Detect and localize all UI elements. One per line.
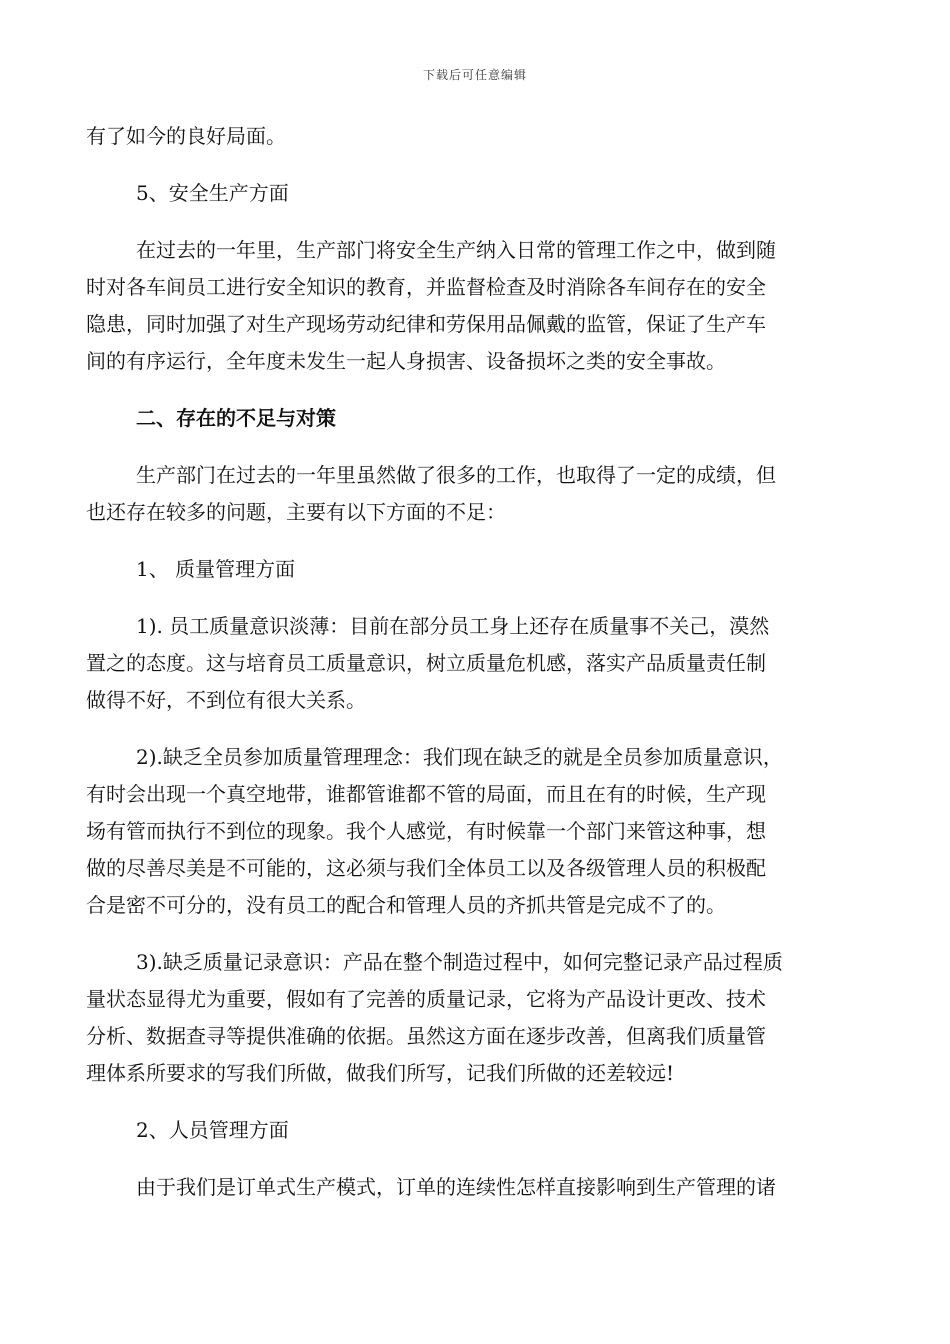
paragraph-closing-line xyxy=(86,118,866,155)
document-body xyxy=(86,118,866,1206)
section-heading-shortcomings xyxy=(86,400,866,437)
text-line: 也还存在较多的问题，主要有以下方面的不足： xyxy=(86,500,506,524)
text-line: 间的有序运行，全年度未发生一起人身损害、设备损坏之类的安全事故。 xyxy=(86,349,726,373)
text-line: 理体系所要求的写我们所做，做我们所写，记我们所做的还差较远! xyxy=(86,1061,675,1085)
text-line: 合是密不可分的，没有员工的配合和管理人员的齐抓共管是完成不了的。 xyxy=(86,893,726,917)
text-line: 场有管而执行不到位的现象。我个人感觉，有时候靠一个部门来管这种事，想 xyxy=(86,819,766,843)
paragraph-safety xyxy=(86,232,866,380)
text-line: 有时会出现一个真空地带，谁都管谁都不管的局面，而且在有的时候，生产现 xyxy=(86,782,766,806)
text-line: 由于我们是订单式生产模式，订单的连续性怎样直接影响到生产管理的诸 xyxy=(136,1175,776,1199)
text-line: 隐患，同时加强了对生产现场劳动纪律和劳保用品佩戴的监管，保证了生产车 xyxy=(86,312,766,336)
text-line: 量状态显得尤为重要，假如有了完善的质量记录，它将为产品设计更改、技术 xyxy=(86,987,766,1011)
paragraph-full-participation xyxy=(86,739,866,924)
section-heading-personnel xyxy=(86,1112,866,1149)
text-line: 有了如今的良好局面。 xyxy=(86,124,286,148)
paragraph-quality-records xyxy=(86,944,866,1092)
text-line: 5、安全生产方面 xyxy=(136,181,289,205)
page-header: 下载后可任意编辑 xyxy=(422,68,527,82)
text-line: 做的尽善尽美是不可能的，这必须与我们全体员工以及各级管理人员的积极配 xyxy=(86,856,766,880)
text-line: 二、存在的不足与对策 xyxy=(136,406,336,430)
text-line: 2、人员管理方面 xyxy=(136,1118,289,1142)
text-line: 分析、数据查寻等提供准确的依据。虽然这方面在逐步改善，但离我们质量管 xyxy=(86,1024,766,1048)
section-heading-safety xyxy=(86,175,866,212)
paragraph-personnel xyxy=(86,1169,866,1206)
text-line: 时对各车间员工进行安全知识的教育，并监督检查及时消除各车间存在的安全 xyxy=(86,275,766,299)
text-line: 1、 质量管理方面 xyxy=(136,557,296,581)
paragraph-quality-awareness xyxy=(86,608,866,719)
paragraph-shortcomings-intro xyxy=(86,457,866,531)
text-line: 做得不好，不到位有很大关系。 xyxy=(86,688,366,712)
text-line: 置之的态度。这与培育员工质量意识，树立质量危机感，落实产品质量责任制 xyxy=(86,651,766,675)
text-line: 生产部门在过去的一年里虽然做了很多的工作，也取得了一定的成绩，但 xyxy=(136,463,776,487)
text-line: 在过去的一年里，生产部门将安全生产纳入日常的管理工作之中，做到随 xyxy=(136,238,776,262)
text-line: 3).缺乏质量记录意识：产品在整个制造过程中，如何完整记录产品过程质 xyxy=(136,950,783,974)
section-heading-quality xyxy=(86,551,866,588)
text-line: 2).缺乏全员参加质量管理理念：我们现在缺乏的就是全员参加质量意识， xyxy=(136,745,783,769)
text-line: 1). 员工质量意识淡薄：目前在部分员工身上还存在质量事不关己，漠然 xyxy=(136,614,770,638)
